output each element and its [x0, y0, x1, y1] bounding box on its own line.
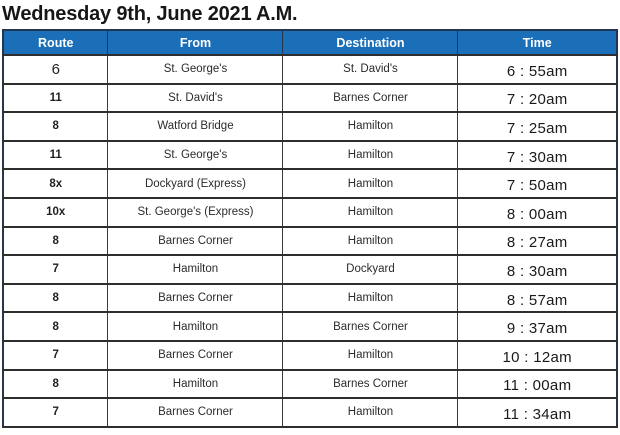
- destination-cell: Hamilton: [283, 398, 458, 427]
- route-cell: 11: [3, 84, 108, 113]
- table-header: [3, 30, 617, 55]
- table-row: [3, 84, 617, 113]
- route-cell: 7: [3, 398, 108, 427]
- route-cell: 8x: [3, 169, 108, 198]
- header-from: From: [108, 30, 283, 55]
- route-cell: 8: [3, 312, 108, 341]
- from-cell: Barnes Corner: [108, 398, 283, 427]
- destination-cell: Hamilton: [283, 141, 458, 170]
- table-row: [3, 55, 617, 84]
- destination-cell: Hamilton: [283, 284, 458, 313]
- route-cell: 6: [3, 55, 108, 84]
- table-row: [3, 370, 617, 399]
- table-row: [3, 112, 617, 141]
- time-cell: 7 : 50am: [458, 169, 617, 198]
- table-row: [3, 312, 617, 341]
- schedule-body: [3, 55, 617, 427]
- time-cell: 7 : 20am: [458, 84, 617, 113]
- header-destination: Destination: [283, 30, 458, 55]
- destination-cell: Hamilton: [283, 341, 458, 370]
- time-cell: 8 : 30am: [458, 255, 617, 284]
- from-cell: St. George's (Express): [108, 198, 283, 227]
- destination-cell: Barnes Corner: [283, 84, 458, 113]
- table-row: [3, 141, 617, 170]
- page-title: Wednesday 9th, June 2021 A.M.: [2, 3, 298, 25]
- destination-cell: Hamilton: [283, 169, 458, 198]
- from-cell: Barnes Corner: [108, 284, 283, 313]
- time-cell: 9 : 37am: [458, 312, 617, 341]
- time-cell: 7 : 30am: [458, 141, 617, 170]
- from-cell: Dockyard (Express): [108, 169, 283, 198]
- destination-cell: Hamilton: [283, 198, 458, 227]
- route-cell: 8: [3, 112, 108, 141]
- time-cell: 6 : 55am: [458, 55, 617, 84]
- time-cell: 11 : 34am: [458, 398, 617, 427]
- route-cell: 10x: [3, 198, 108, 227]
- from-cell: Barnes Corner: [108, 341, 283, 370]
- route-cell: 11: [3, 141, 108, 170]
- table-row: [3, 255, 617, 284]
- time-cell: 7 : 25am: [458, 112, 617, 141]
- table-row: [3, 284, 617, 313]
- destination-cell: Barnes Corner: [283, 312, 458, 341]
- from-cell: Watford Bridge: [108, 112, 283, 141]
- destination-cell: St. David's: [283, 55, 458, 84]
- route-cell: 8: [3, 370, 108, 399]
- from-cell: Hamilton: [108, 312, 283, 341]
- route-cell: 7: [3, 341, 108, 370]
- table-row: [3, 169, 617, 198]
- header-time: Time: [458, 30, 617, 55]
- time-cell: 8 : 27am: [458, 227, 617, 256]
- header-route: Route: [3, 30, 108, 55]
- table-row: [3, 341, 617, 370]
- bus-schedule-table: [2, 29, 618, 428]
- destination-cell: Hamilton: [283, 227, 458, 256]
- route-cell: 8: [3, 227, 108, 256]
- from-cell: St. David's: [108, 84, 283, 113]
- from-cell: Hamilton: [108, 255, 283, 284]
- time-cell: 11 : 00am: [458, 370, 617, 399]
- time-cell: 8 : 00am: [458, 198, 617, 227]
- table-row: [3, 227, 617, 256]
- table-row: [3, 398, 617, 427]
- destination-cell: Barnes Corner: [283, 370, 458, 399]
- route-cell: 7: [3, 255, 108, 284]
- from-cell: Barnes Corner: [108, 227, 283, 256]
- from-cell: St. George's: [108, 55, 283, 84]
- time-cell: 8 : 57am: [458, 284, 617, 313]
- from-cell: St. George's: [108, 141, 283, 170]
- route-cell: 8: [3, 284, 108, 313]
- destination-cell: Hamilton: [283, 112, 458, 141]
- time-cell: 10 : 12am: [458, 341, 617, 370]
- header-row: [3, 30, 617, 55]
- table-row: [3, 198, 617, 227]
- destination-cell: Dockyard: [283, 255, 458, 284]
- from-cell: Hamilton: [108, 370, 283, 399]
